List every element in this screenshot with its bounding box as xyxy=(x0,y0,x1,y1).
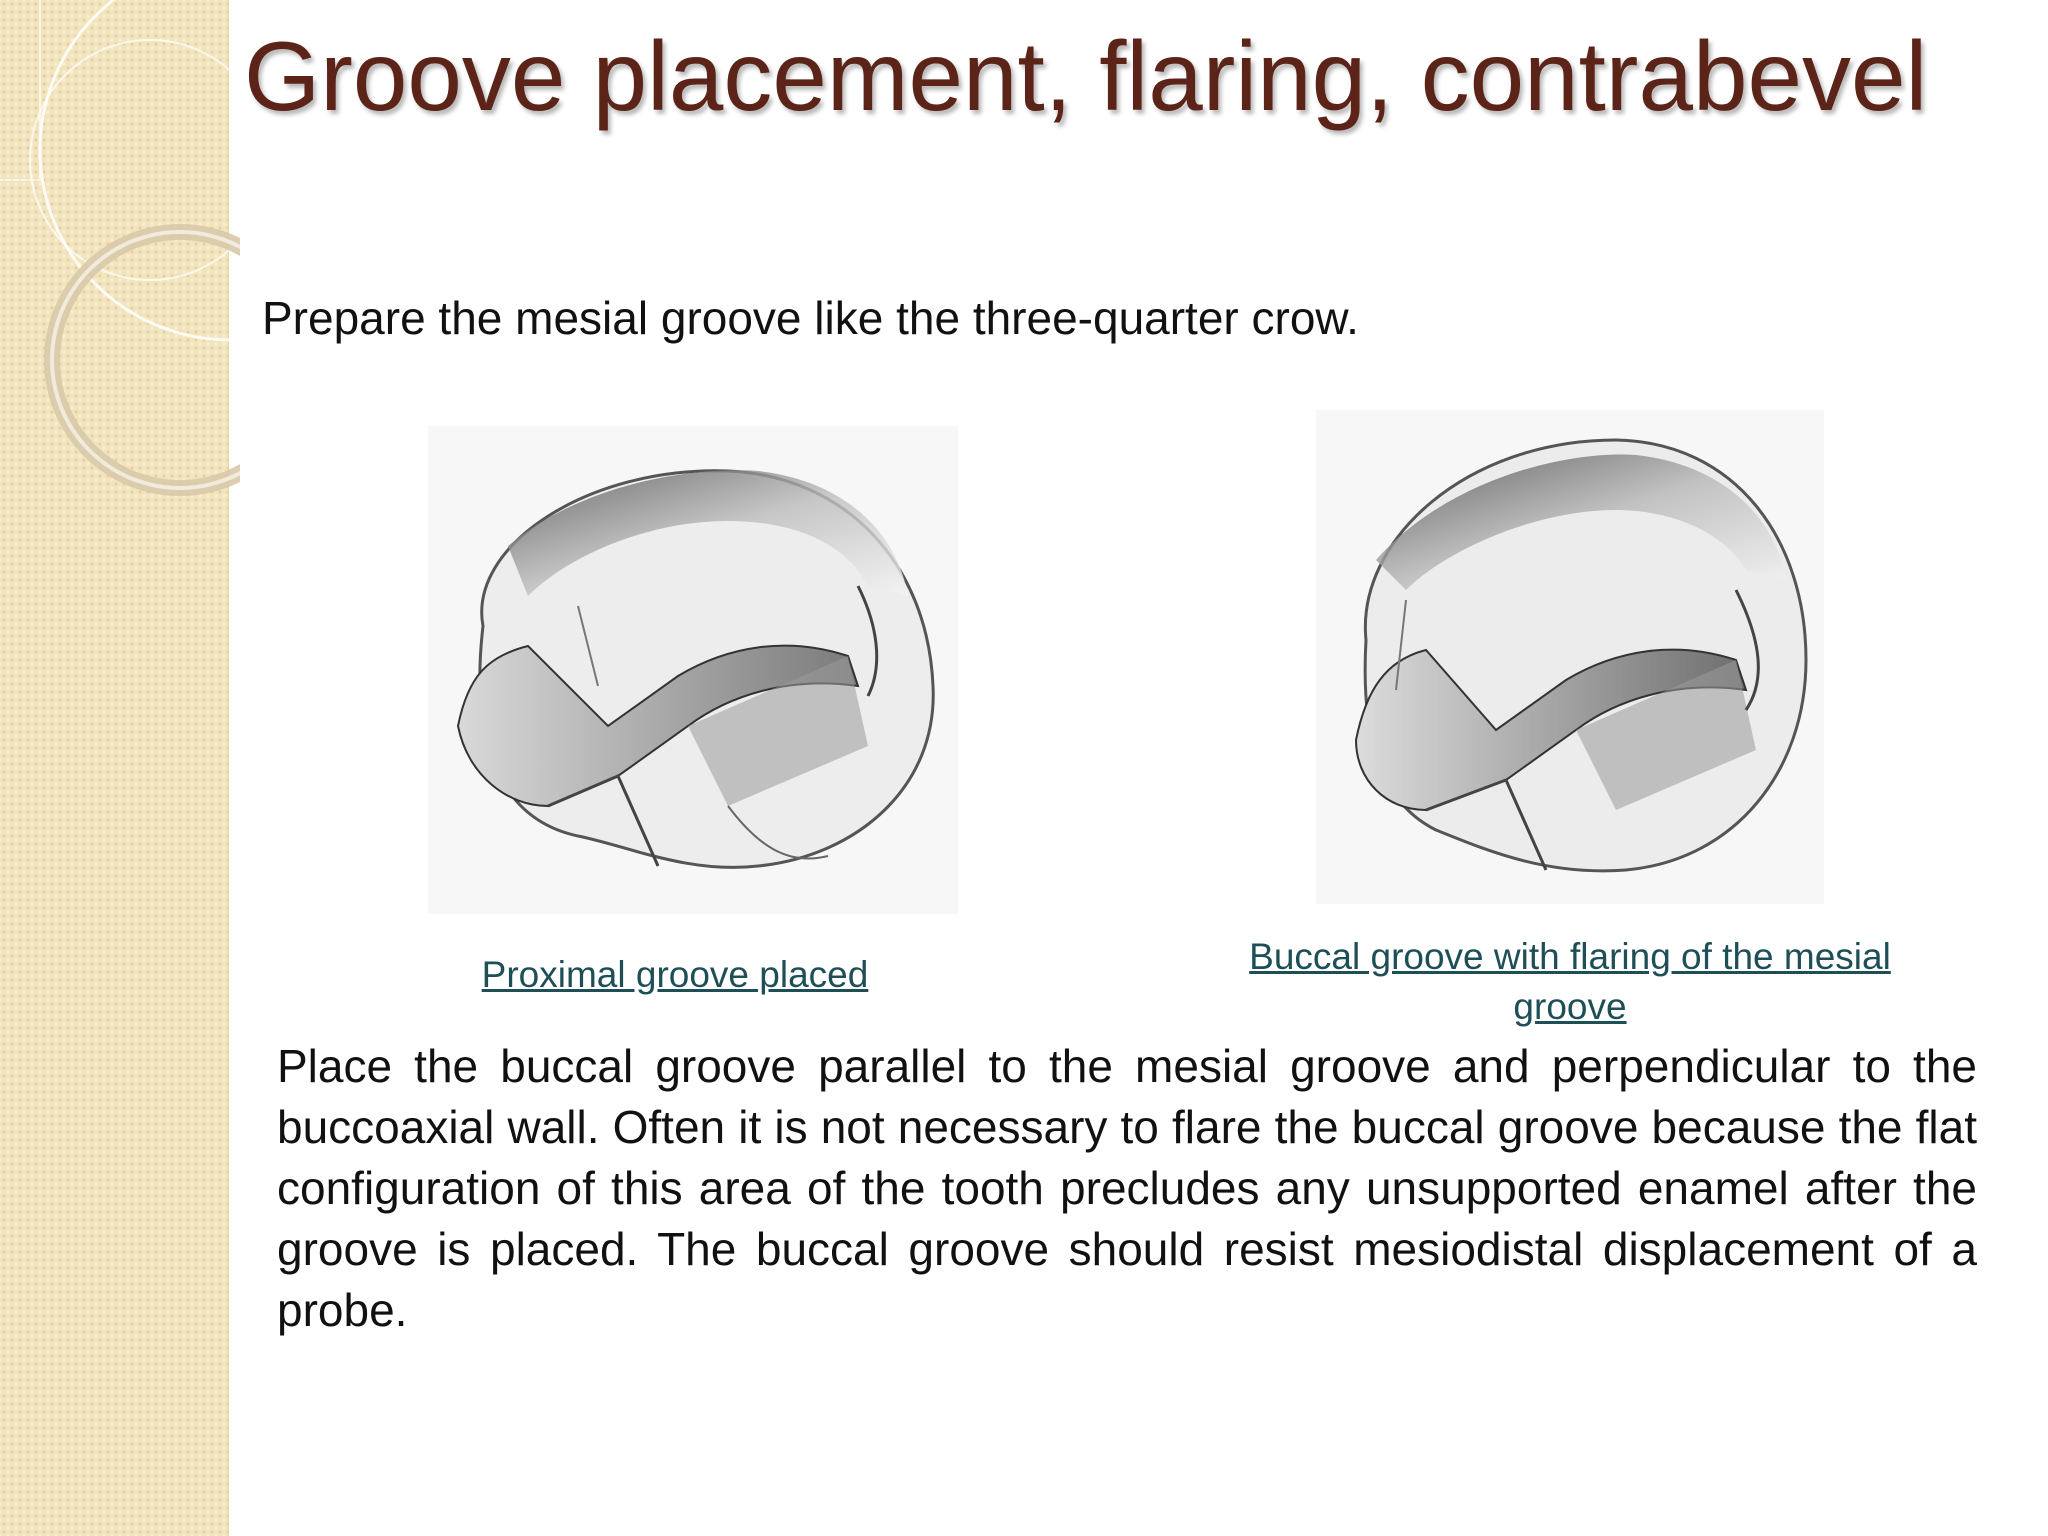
figure-caption-proximal[interactable]: Proximal groove placed xyxy=(481,954,869,995)
slide-title: Groove placement, flaring, contrabevel xyxy=(244,21,1928,131)
slide-body-text: Place the buccal groove parallel to the mesial groove and perpendicular to the buccoaxial wall. Often it is not necessary to flare the buccal groove because the flat configuration of this area of the tooth precludes any unsupported enamel after the groove is placed. The buccal groove should resist mesiodistal displacement of a probe. xyxy=(277,1040,1977,1336)
slide-subtitle: Prepare the mesial groove like the three-quarter crow. xyxy=(262,292,1359,344)
decorative-circles-icon xyxy=(0,0,240,520)
tooth-preparation-drawing-icon xyxy=(428,426,958,914)
figure-caption-buccal[interactable]: Buccal groove with flaring of the mesial groove xyxy=(1249,936,1891,1027)
figure-proximal-groove xyxy=(428,426,958,914)
figure-buccal-groove xyxy=(1316,410,1824,904)
tooth-preparation-drawing-icon xyxy=(1316,410,1824,904)
